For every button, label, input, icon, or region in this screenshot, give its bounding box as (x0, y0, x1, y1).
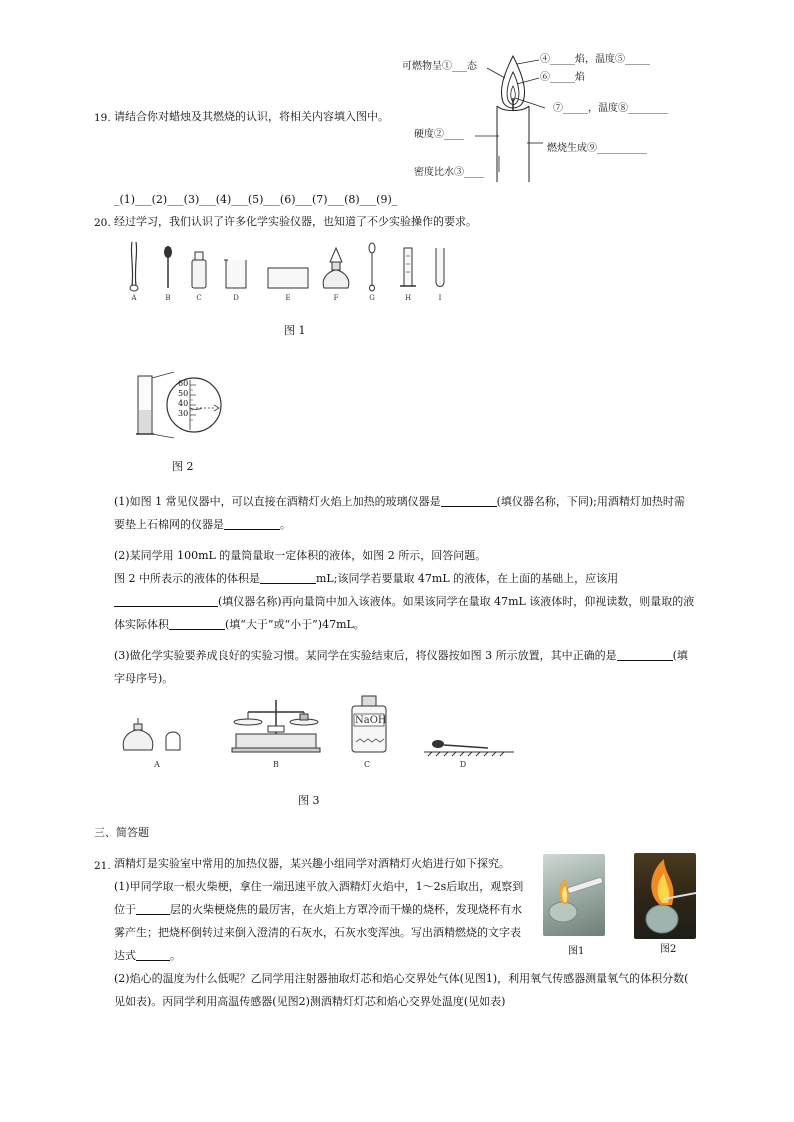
q19-label-products: 燃烧生成⑨__________ (547, 143, 647, 154)
instrument-b-dropper (164, 246, 172, 288)
figure-1-instruments (120, 238, 460, 298)
answer-blank[interactable] (617, 648, 673, 661)
q19-label-state: 可燃物呈①___态 (402, 61, 477, 72)
instrument-i-test-tube (436, 248, 444, 287)
fig2-tick-50: 50 (178, 389, 189, 398)
fig3-label-b: B (273, 760, 279, 769)
fig3-label-c: C (363, 760, 371, 769)
fig1-label-a: A (131, 294, 137, 302)
figure-2-cylinder (132, 370, 222, 440)
instrument-d-beaker (224, 260, 246, 288)
instrument-g-spoon (369, 243, 375, 291)
q20-stem: 经过学习，我们认识了许多化学实验仪器，也知道了不少实验操作的要求。 (114, 215, 477, 228)
q21-part2: (2)焰心的温度为什么低呢？乙同学用注射器抽取灯芯和焰心交界处气体(见图1)，利用氧气传感器测量氧气的体积分数( 见如表)。丙同学利用高温传感器(见图2)测酒精灯灯芯和焰心交界处温度(见如表) (114, 972, 689, 1008)
fig1-label-h: H (404, 294, 412, 302)
q20-part1: (1)如图 1 常见仪器中，可以直接在酒精灯火焰上加热的玻璃仪器是 (填仪器名称，下同);用酒精灯加热时需 要垫上石棉网的仪器是 。 (114, 495, 685, 531)
photo-1-caption: 图1 (568, 946, 585, 957)
q20-part3: (3)做化学实验要养成良好的实验习惯。某同学在实验结束后，将仪器按如图 3 所示放置，其中正确的是 (填 字母序号)。 (114, 649, 688, 685)
fig2-tick-40: 40 (178, 399, 189, 408)
q19-number: 19. (94, 112, 111, 124)
instrument-a-tongs (130, 242, 138, 291)
photo-2-sensor (634, 853, 696, 939)
fig1-label-g: G (369, 294, 375, 302)
section-title: 三、简答题 (94, 826, 149, 839)
q19-stem: 请结合你对蜡烛及其燃烧的认识，将相关内容填入图中。 (114, 110, 389, 123)
fig1-label-i: I (438, 294, 442, 302)
figure-2-caption: 图 2 (172, 460, 194, 473)
fig1-label-e: E (285, 294, 291, 302)
instrument-f-lamp (323, 248, 349, 288)
q19-label-inner: ⑦_____，温度⑧________ (553, 103, 668, 114)
q19-label-density: 密度比水③____ (414, 167, 484, 178)
photo-1-syringe (543, 854, 605, 936)
answer-blank[interactable] (136, 902, 170, 915)
answer-blank[interactable] (260, 571, 316, 584)
instrument-c-bottle (192, 252, 206, 288)
fig1-label-c: C (196, 294, 202, 302)
fig3-d-dropper-on-bench (424, 740, 514, 756)
answer-blank[interactable] (441, 494, 497, 507)
q21-number: 21. (94, 860, 111, 872)
fig3-b-balance (232, 700, 320, 752)
fig2-tick-30: 30 (178, 409, 189, 418)
answer-blank[interactable] (224, 517, 280, 530)
instrument-h-cylinder (400, 248, 416, 286)
fig1-label-b: B (165, 294, 171, 302)
instrument-e-trough (268, 268, 308, 288)
photo-2-caption: 图2 (660, 944, 677, 955)
q19-label-middle-flame: ⑥_____焰 (540, 72, 585, 83)
fig3-label-a: A (154, 760, 160, 769)
q20-part2: (2)某同学用 100mL 的量筒量取一定体积的液体，如图 2 所示，回答问题。 图 2 中所表示的液体的体积是 mL;该同学若要量取 47mL 的液体，在上面的基础上，应该用 (填仪器名称)再向量筒中加入该液体。如果该同学在量取 47mL 该液体时，仰视读数，则量取的液 体实际体积 (填“大于”或“小于”)47mL。 (114, 549, 695, 631)
fig3-a-lamp-uncapped (123, 718, 180, 750)
answer-blank[interactable] (136, 948, 170, 961)
fig1-label-f: F (333, 294, 339, 302)
figure-3-caption: 图 3 (298, 794, 320, 807)
q19-label-outer-flame: ④_____焰，温度⑤_____ (540, 54, 650, 65)
figure-3-placement (118, 690, 518, 760)
fig1-label-d: D (233, 294, 239, 302)
answer-blank[interactable] (169, 617, 225, 630)
answer-blank[interactable] (114, 594, 218, 607)
q21-part1: 酒精灯是实验室中常用的加热仪器，某兴趣小组同学对酒精灯火焰进行如下探究。 (1)甲同学取一根火柴梗，拿住一端迅速平放入酒精灯火焰中，1～2s后取出，观察到 位于 层的火柴梗烧焦的最厉害，在火焰上方罩冷而干燥的烧杯，发现烧杯有水 雾产生；把烧杯倒转过来倒入澄清的石灰水，石灰水变浑浊。写出酒精燃烧的文字表 达式 。 (114, 857, 524, 962)
q19-label-hardness: 硬度②____ (414, 129, 464, 140)
fig2-tick-60: 60 (178, 379, 189, 388)
q20-number: 20. (94, 217, 111, 229)
figure-1-caption: 图 1 (284, 324, 306, 337)
q19-answer-line: _(1)___(2)___(3)___(4)___(5)___(6)___(7)___(8)___(9)_ (114, 193, 398, 206)
fig3-label-d: D (459, 760, 467, 769)
